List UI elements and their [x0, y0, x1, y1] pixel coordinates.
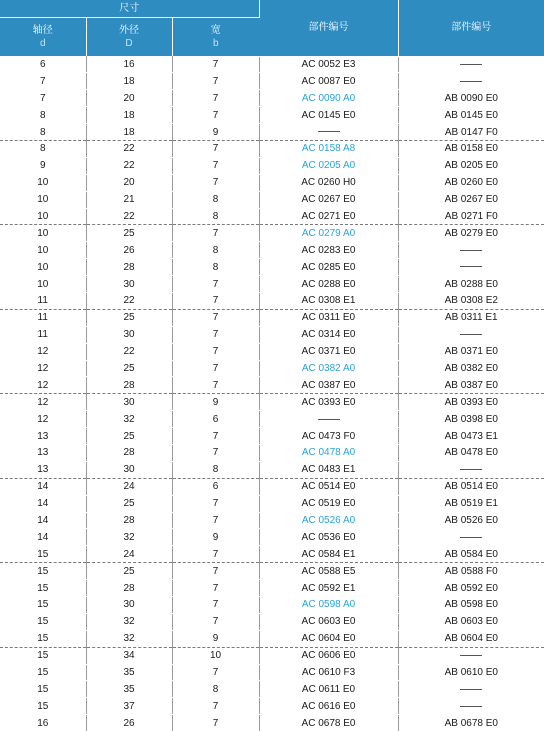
- table-row: [0, 124, 544, 141]
- table-row: [0, 90, 544, 107]
- alt-part-number-cell: AB 0478 E0: [398, 444, 544, 461]
- shaft-diameter-cell: 15: [0, 597, 86, 614]
- shaft-diameter-cell: 8: [0, 140, 86, 157]
- part-number-cell: AC 0052 E3: [259, 56, 398, 73]
- width-cell: 7: [172, 377, 259, 394]
- alt-part-number-cell: AB 0387 E0: [398, 377, 544, 394]
- alt-part-number-cell: AB 0158 E0: [398, 140, 544, 157]
- outer-diameter-cell: 20: [86, 174, 172, 191]
- shaft-diameter-cell: 9: [0, 157, 86, 174]
- table-row: [0, 225, 544, 242]
- outer-diameter-cell: 30: [86, 597, 172, 614]
- outer-diameter-cell: 32: [86, 411, 172, 428]
- alt-part-number-cell: AB 0603 E0: [398, 613, 544, 630]
- part-number-cell: AC 0090 A0: [259, 90, 398, 107]
- table-row: [0, 394, 544, 411]
- shaft-diameter-cell: 8: [0, 107, 86, 124]
- shaft-diameter-cell: 13: [0, 428, 86, 445]
- shaft-diameter-cell: 15: [0, 681, 86, 698]
- part-number-cell: AC 0588 E5: [259, 563, 398, 580]
- table-row: [0, 309, 544, 326]
- shaft-diameter-cell: 16: [0, 715, 86, 731]
- table-row: [0, 242, 544, 259]
- alt-part-number-cell: AB 0678 E0: [444, 717, 498, 729]
- shaft-diameter-cell: 13: [0, 461, 86, 478]
- outer-diameter-cell: 20: [86, 90, 172, 107]
- table-row: [0, 478, 544, 495]
- part-number-cell: AC 0592 E1: [259, 580, 398, 597]
- no-part-dash: [318, 419, 340, 420]
- table-row: [0, 495, 544, 512]
- width-cell: 7: [172, 56, 259, 73]
- table-row: [0, 276, 544, 293]
- width-cell: 9: [172, 529, 259, 546]
- alt-part-number-cell: AB 0514 E0: [398, 478, 544, 495]
- shaft-diameter-symbol: d: [39, 38, 46, 49]
- shaft-diameter-cell: 12: [0, 360, 86, 377]
- shaft-diameter-cell: 10: [0, 191, 86, 208]
- alt-part-number-cell: AB 0526 E0: [398, 512, 544, 529]
- table-row: [0, 56, 544, 73]
- outer-diameter-cell: 32: [86, 529, 172, 546]
- table-row: [0, 208, 544, 225]
- no-part-dash: [460, 81, 482, 82]
- part-number-cell: AC 0519 E0: [259, 495, 398, 512]
- no-part-dash: [460, 266, 482, 267]
- outer-diameter-cell: 28: [86, 377, 172, 394]
- alt-part-number-cell: AB 0398 E0: [398, 411, 544, 428]
- shaft-diameter-cell: 11: [0, 292, 86, 309]
- shaft-diameter-cell: 10: [0, 208, 86, 225]
- alt-part-number-cell: AB 0382 E0: [398, 360, 544, 377]
- outer-diameter-cell: 22: [86, 208, 172, 225]
- no-part-dash: [460, 250, 482, 251]
- width-cell: 7: [172, 90, 259, 107]
- width-symbol: b: [212, 38, 219, 49]
- alt-part-number-cell: AB 0393 E0: [398, 394, 544, 411]
- width-cell: 7: [172, 613, 259, 630]
- outer-diameter-header: [86, 18, 172, 57]
- alt-part-number-cell: AB 0271 F0: [398, 208, 544, 225]
- alt-part-number-cell: [398, 326, 544, 343]
- width-cell: 9: [172, 394, 259, 411]
- table-row: [0, 360, 544, 377]
- no-part-dash: [460, 655, 482, 656]
- part-number-cell: [259, 411, 398, 428]
- part-number-cell: AC 0371 E0: [259, 343, 398, 360]
- outer-diameter-cell: 25: [86, 360, 172, 377]
- table-row: [0, 630, 544, 647]
- part-number-cell: AC 0308 E1: [259, 292, 398, 309]
- width-cell: 7: [172, 326, 259, 343]
- outer-diameter-cell: 25: [86, 309, 172, 326]
- shaft-diameter-cell: 15: [0, 563, 86, 580]
- part-number-cell: AC 0145 E0: [259, 107, 398, 124]
- no-part-dash: [460, 706, 482, 707]
- alt-part-number-cell: AB 0584 E0: [398, 546, 544, 563]
- part-number-cell: AC 0387 E0: [259, 377, 398, 394]
- alt-part-number-cell: AB 0592 E0: [398, 580, 544, 597]
- alt-part-number-cell: [398, 681, 544, 698]
- part-number-cell: AC 0584 E1: [259, 546, 398, 563]
- part-number-cell: AC 0205 A0: [259, 157, 398, 174]
- outer-diameter-cell: 18: [86, 107, 172, 124]
- no-part-dash: [460, 64, 482, 65]
- table-row: [0, 715, 544, 731]
- alt-part-number-cell: AB 0090 E0: [398, 90, 544, 107]
- shaft-diameter-cell: 12: [0, 343, 86, 360]
- width-cell: 8: [172, 681, 259, 698]
- part-number-cell: AC 0279 A0: [259, 225, 398, 242]
- width-cell: 7: [172, 140, 259, 157]
- table-row: [0, 140, 544, 157]
- size-group-header: 尺寸: [0, 0, 259, 18]
- part-number-cell: AC 0598 A0: [259, 597, 398, 614]
- part-number-header-1: 部件编号: [259, 0, 398, 56]
- width-cell: 7: [172, 360, 259, 377]
- part-number-cell: AC 0514 E0: [259, 478, 398, 495]
- width-cell: 9: [172, 124, 259, 141]
- outer-diameter-cell: 25: [86, 428, 172, 445]
- outer-diameter-cell: 32: [86, 613, 172, 630]
- shaft-diameter-cell: 6: [0, 56, 86, 73]
- outer-diameter-cell: 28: [86, 580, 172, 597]
- width-cell: 10: [172, 647, 259, 664]
- width-cell: 7: [172, 698, 259, 715]
- alt-part-number-cell: [398, 461, 544, 478]
- shaft-diameter-cell: 15: [0, 580, 86, 597]
- table-row: [0, 343, 544, 360]
- width-cell: 7: [172, 343, 259, 360]
- part-number-cell: AC 0483 E1: [259, 461, 398, 478]
- outer-diameter-cell: 30: [86, 326, 172, 343]
- shaft-diameter-cell: 10: [0, 174, 86, 191]
- outer-diameter-cell: 22: [86, 157, 172, 174]
- width-cell: 7: [172, 546, 259, 563]
- part-number-cell: AC 0616 E0: [259, 698, 398, 715]
- shaft-diameter-cell: 11: [0, 326, 86, 343]
- table-row: [0, 444, 544, 461]
- outer-diameter-cell: 21: [86, 191, 172, 208]
- alt-part-number-cell: AB 0145 E0: [398, 107, 544, 124]
- part-number-cell: AC 0610 F3: [259, 664, 398, 681]
- table-row: [0, 292, 544, 309]
- width-cell: 7: [172, 73, 259, 90]
- width-cell: 8: [172, 259, 259, 276]
- alt-part-number-cell: AB 0147 F0: [398, 124, 544, 141]
- alt-part-number-cell: [398, 73, 544, 90]
- shaft-diameter-cell: 15: [0, 630, 86, 647]
- width-cell: 6: [172, 411, 259, 428]
- shaft-diameter-cell: 7: [0, 90, 86, 107]
- part-number-cell: AC 0603 E0: [259, 613, 398, 630]
- shaft-diameter-cell: 10: [0, 259, 86, 276]
- alt-part-number-cell: AB 0473 E1: [398, 428, 544, 445]
- shaft-diameter-cell: 15: [0, 613, 86, 630]
- alt-part-number-cell: AB 0308 E2: [398, 292, 544, 309]
- part-number-header-2: 部件编号: [398, 0, 544, 56]
- alt-part-number-cell: AB 0279 E0: [398, 225, 544, 242]
- outer-diameter-cell: 30: [86, 276, 172, 293]
- width-label: 宽: [210, 25, 221, 36]
- width-cell: 7: [172, 225, 259, 242]
- alt-part-number-cell: AB 0604 E0: [398, 630, 544, 647]
- width-cell: 7: [172, 174, 259, 191]
- table-row: [0, 428, 544, 445]
- shaft-diameter-cell: 10: [0, 242, 86, 259]
- width-cell: 7: [172, 444, 259, 461]
- table-row: [0, 664, 544, 681]
- part-number-cell: AC 0311 E0: [259, 309, 398, 326]
- width-cell: 7: [172, 580, 259, 597]
- alt-part-number-cell: AB 0598 E0: [398, 597, 544, 614]
- alt-part-number-cell: AB 0519 E1: [398, 495, 544, 512]
- outer-diameter-cell: 28: [86, 512, 172, 529]
- table-row: [0, 174, 544, 191]
- alt-part-number-cell: AB 0588 F0: [398, 563, 544, 580]
- width-cell: 8: [172, 208, 259, 225]
- outer-diameter-cell: 22: [86, 343, 172, 360]
- part-number-cell: [259, 124, 398, 141]
- part-number-cell: AC 0288 E0: [259, 276, 398, 293]
- part-number-cell: AC 0382 A0: [259, 360, 398, 377]
- shaft-diameter-cell: 11: [0, 309, 86, 326]
- shaft-diameter-cell: 10: [0, 225, 86, 242]
- width-cell: 8: [172, 461, 259, 478]
- outer-diameter-cell: 25: [86, 495, 172, 512]
- alt-part-number-cell: [398, 698, 544, 715]
- width-cell: 7: [172, 107, 259, 124]
- part-number-cell: AC 0611 E0: [259, 681, 398, 698]
- no-part-dash: [460, 334, 482, 335]
- table-row: [0, 647, 544, 664]
- shaft-diameter-cell: 10: [0, 276, 86, 293]
- table-row: [0, 597, 544, 614]
- shaft-diameter-cell: 13: [0, 444, 86, 461]
- outer-diameter-cell: 26: [86, 715, 172, 731]
- width-cell: 7: [172, 292, 259, 309]
- outer-diameter-cell: 30: [86, 461, 172, 478]
- table-row: [0, 681, 544, 698]
- alt-part-number-cell: AB 0311 E1: [398, 309, 544, 326]
- outer-diameter-cell: 35: [86, 664, 172, 681]
- shaft-diameter-cell: 12: [0, 377, 86, 394]
- part-number-cell: AC 0606 E0: [259, 647, 398, 664]
- table-row: [0, 411, 544, 428]
- width-cell: 7: [172, 309, 259, 326]
- no-part-dash: [318, 131, 340, 132]
- table-row: [0, 107, 544, 124]
- width-cell: 9: [172, 630, 259, 647]
- part-number-cell: AC 0267 E0: [259, 191, 398, 208]
- outer-diameter-cell: 22: [86, 292, 172, 309]
- outer-diameter-cell: 28: [86, 444, 172, 461]
- width-header: [172, 18, 259, 57]
- alt-part-number-cell: AB 0260 E0: [398, 174, 544, 191]
- part-number-cell: AC 0536 E0: [259, 529, 398, 546]
- part-number-cell: AC 0314 E0: [259, 326, 398, 343]
- shaft-diameter-header: [0, 18, 86, 57]
- alt-part-number-cell: [398, 259, 544, 276]
- outer-diameter-label: 外径: [119, 25, 139, 36]
- shaft-diameter-cell: 15: [0, 664, 86, 681]
- alt-part-number-cell: AB 0371 E0: [398, 343, 544, 360]
- outer-diameter-cell: 18: [86, 124, 172, 141]
- part-number-cell: AC 0678 E0: [259, 715, 398, 731]
- outer-diameter-cell: 25: [86, 563, 172, 580]
- part-number-cell: AC 0271 E0: [259, 208, 398, 225]
- outer-diameter-cell: 22: [86, 140, 172, 157]
- width-cell: 7: [172, 597, 259, 614]
- width-cell: 7: [172, 664, 259, 681]
- shaft-diameter-cell: 12: [0, 394, 86, 411]
- shaft-diameter-cell: 15: [0, 647, 86, 664]
- alt-part-number-cell: AB 0205 E0: [398, 157, 544, 174]
- alt-part-number-cell: AB 0288 E0: [398, 276, 544, 293]
- outer-diameter-cell: 25: [86, 225, 172, 242]
- alt-part-number-cell: [398, 56, 544, 73]
- part-number-cell: AC 0158 A8: [259, 140, 398, 157]
- outer-diameter-cell: 16: [86, 56, 172, 73]
- outer-diameter-cell: 26: [86, 242, 172, 259]
- part-number-cell: AC 0087 E0: [259, 73, 398, 90]
- alt-part-number-cell: [398, 529, 544, 546]
- shaft-diameter-label: 轴径: [32, 25, 53, 36]
- outer-diameter-cell: 18: [86, 73, 172, 90]
- no-part-dash: [460, 469, 482, 470]
- part-number-cell: AC 0604 E0: [259, 630, 398, 647]
- shaft-diameter-cell: 7: [0, 73, 86, 90]
- part-number-cell: AC 0393 E0: [259, 394, 398, 411]
- no-part-dash: [460, 689, 482, 690]
- table-row: [0, 73, 544, 90]
- shaft-diameter-cell: 14: [0, 495, 86, 512]
- width-cell: 7: [172, 428, 259, 445]
- table-row: [0, 546, 544, 563]
- outer-diameter-cell: 24: [86, 546, 172, 563]
- shaft-diameter-cell: 12: [0, 411, 86, 428]
- shaft-diameter-cell: 14: [0, 512, 86, 529]
- outer-diameter-cell: 35: [86, 681, 172, 698]
- alt-part-number-cell: [398, 647, 544, 664]
- outer-diameter-symbol: D: [125, 38, 133, 49]
- outer-diameter-cell: 37: [86, 698, 172, 715]
- part-number-cell: AC 0478 A0: [259, 444, 398, 461]
- table-row: [0, 529, 544, 546]
- outer-diameter-cell: 32: [86, 630, 172, 647]
- table-row: [0, 580, 544, 597]
- part-number-cell: AC 0283 E0: [259, 242, 398, 259]
- width-cell: 7: [172, 495, 259, 512]
- shaft-diameter-cell: 8: [0, 124, 86, 141]
- table-row: [0, 512, 544, 529]
- outer-diameter-cell: 34: [86, 647, 172, 664]
- alt-part-number-cell: AB 0267 E0: [398, 191, 544, 208]
- table-row: [0, 377, 544, 394]
- width-cell: 6: [172, 478, 259, 495]
- part-number-cell: AC 0285 E0: [259, 259, 398, 276]
- outer-diameter-cell: 28: [86, 259, 172, 276]
- table-row: [0, 698, 544, 715]
- alt-part-number-cell: [398, 242, 544, 259]
- width-cell: 8: [172, 191, 259, 208]
- alt-part-number-cell: AB 0610 E0: [398, 664, 544, 681]
- shaft-diameter-cell: 15: [0, 546, 86, 563]
- part-number-cell: AC 0526 A0: [259, 512, 398, 529]
- width-cell: 7: [172, 276, 259, 293]
- width-cell: 7: [172, 563, 259, 580]
- width-cell: 7: [172, 157, 259, 174]
- table-body: [0, 56, 544, 731]
- table-row: [0, 613, 544, 630]
- table-row: [0, 326, 544, 343]
- table-row: [0, 191, 544, 208]
- table-row: [0, 563, 544, 580]
- table-row: [0, 157, 544, 174]
- part-number-cell: AC 0260 H0: [259, 174, 398, 191]
- shaft-diameter-cell: 15: [0, 698, 86, 715]
- outer-diameter-cell: 30: [86, 394, 172, 411]
- shaft-diameter-cell: 14: [0, 529, 86, 546]
- shaft-diameter-cell: 14: [0, 478, 86, 495]
- width-cell: 7: [172, 715, 259, 731]
- outer-diameter-cell: 24: [86, 478, 172, 495]
- table-row: [0, 461, 544, 478]
- table-row: [0, 259, 544, 276]
- width-cell: 8: [172, 242, 259, 259]
- no-part-dash: [460, 537, 482, 538]
- width-cell: 7: [172, 512, 259, 529]
- part-number-cell: AC 0473 F0: [259, 428, 398, 445]
